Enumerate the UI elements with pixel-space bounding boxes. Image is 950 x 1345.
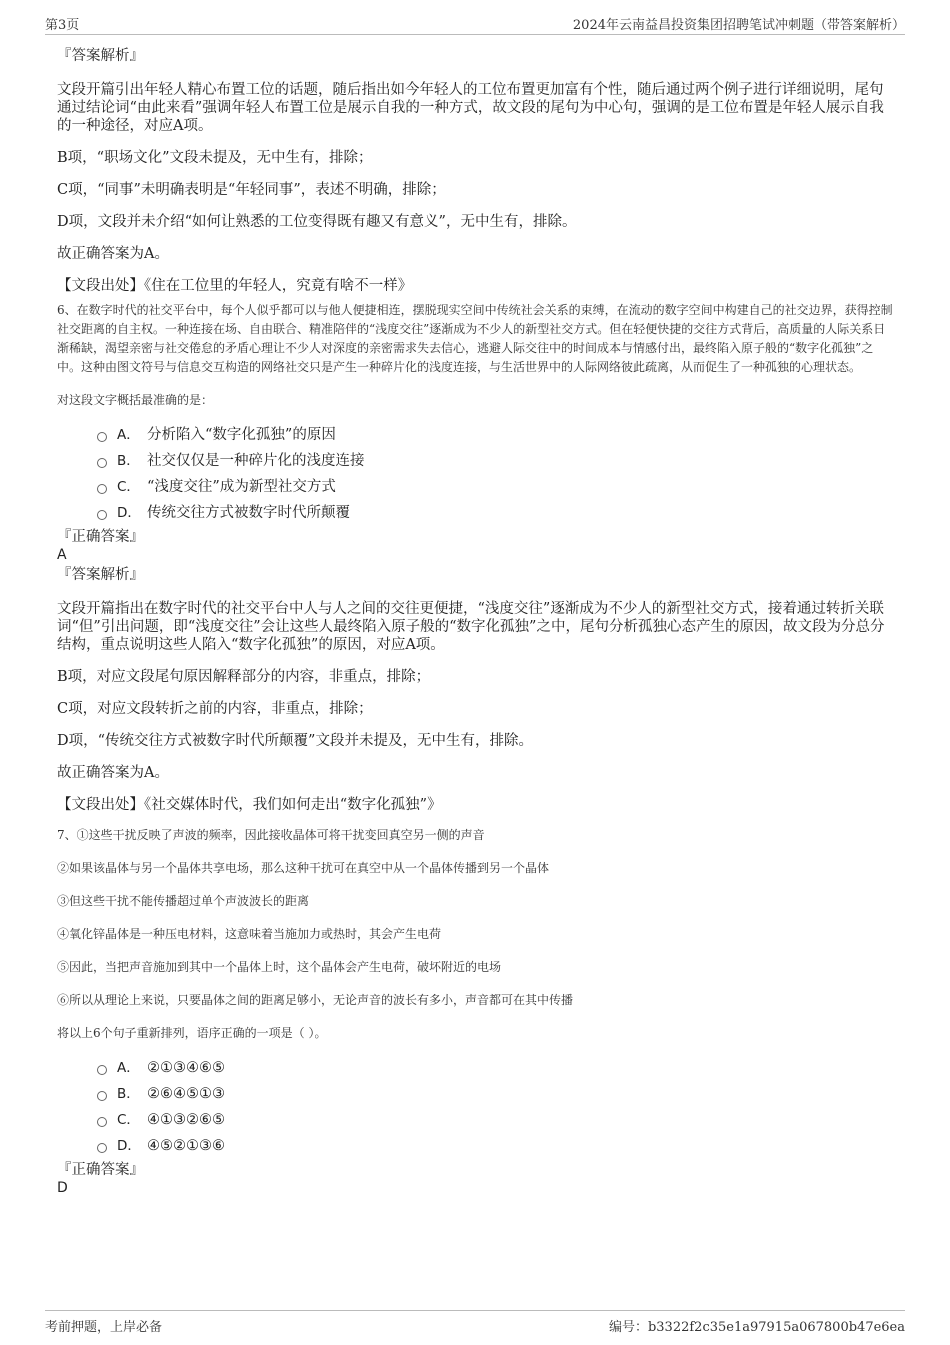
q6-options: [57, 422, 895, 526]
page-number: 第3页: [45, 18, 80, 33]
q6-answer-label: 『正确答案』: [57, 529, 144, 545]
q7-sentence-1: 7、①这些干扰反映了声波的频率，因此接收晶体可将干扰变回真空另一侧的声音: [57, 828, 485, 842]
radio-icon[interactable]: [97, 510, 107, 520]
q6-option-b[interactable]: B． 社交仅仅是一种碎片化的浅度连接: [97, 448, 895, 474]
page-header: [45, 14, 905, 35]
q6-conclusion: 故正确答案为A。: [57, 765, 169, 781]
q6-answer: A: [57, 547, 67, 563]
q5-option-b-analysis: B项，“职场文化”文段未提及，无中生有，排除；: [57, 150, 373, 166]
q6-option-c[interactable]: C． “浅度交往”成为新型社交方式: [97, 474, 895, 500]
radio-icon[interactable]: [97, 484, 107, 494]
q7-option-b[interactable]: B． ②⑥④⑤①③: [97, 1081, 895, 1107]
q6-stem: 6、在数字时代的社交平台中，每个人似乎都可以与他人便捷相连，摆脱现实空间中传统社会关系的束缚，在流动的数字空间中构建自己的社交边界，获得控制社交距离的自主权。一种连接在场、自由联合、精准陪伴的“浅度交往”逐渐成为不少人的新型社交方式。但在轻便快捷的交往方式背后，高质量的人际关系日渐稀缺，渴望亲密与社交倦怠的矛盾心理让不少人对深度的亲密需求失去信心，逃避人际交往中的时间成本与情感付出，最终陷入原子般的“数字化孤独”之中。这种由图文符号与信息交互构造的网络社交只是产生一种碎片化的浅度连接，与生活世界中的人际网络彼此疏离，从而促生了一种孤独的心理状态。: [57, 303, 893, 374]
q6-analysis-label: 『答案解析』: [57, 567, 144, 583]
q7-prompt: 将以上6个句子重新排列，语序正确的一项是（ ）。: [57, 1026, 327, 1040]
q6-analysis-text: 文段开篇指出在数字时代的社交平台中人与人之间的交往更便捷，“浅度交往”逐渐成为不少人的新型社交方式，接着通过转折关联词“但”引出问题，即“浅度交往”会让这些人最终陷入原子般的“数字化孤独”之中，尾句分析孤独心态产生的原因，故文段为分总分结构，重点说明这些人陷入“数字化孤独”的原因，对应A项。: [57, 601, 885, 653]
q6-source: 【文段出处】《社交媒体时代，我们如何走出“数字化孤独”》: [57, 797, 442, 813]
q7-sentence-3: ③但这些干扰不能传播超过单个声波波长的距离: [57, 894, 310, 908]
radio-icon[interactable]: [97, 458, 107, 468]
radio-icon[interactable]: [97, 432, 107, 442]
q7-sentence-2: ②如果该晶体与另一个晶体共享电场，那么这种干扰可在真空中从一个晶体传播到另一个晶体: [57, 861, 550, 875]
q7-answer-label: 『正确答案』: [57, 1162, 144, 1178]
q7-option-a[interactable]: A． ②①③④⑥⑤: [97, 1055, 895, 1081]
q6-option-d-analysis: D项，“传统交往方式被数字时代所颠覆”文段并未提及，无中生有，排除。: [57, 733, 533, 749]
q5-source: 【文段出处】《住在工位里的年轻人，究竟有啥不一样》: [57, 278, 413, 294]
q7-answer: D: [57, 1180, 68, 1196]
q7-sentence-5: ⑤因此，当把声音施加到其中一个晶体上时，这个晶体会产生电荷，破坏附近的电场: [57, 960, 502, 974]
radio-icon[interactable]: [97, 1065, 107, 1075]
q5-analysis-text: 文段开篇引出年轻人精心布置工位的话题，随后指出如今年轻人的工位布置更加富有个性，随后通过两个例子进行详细说明，尾句通过结论词“由此来看”强调年轻人布置工位是展示自我的一种方式，故文段的尾句为中心句，强调的是工位布置是年轻人展示自我的一种途径，对应A项。: [57, 82, 884, 134]
document-id: 编号：b3322f2c35e1a97915a067800b47e6ea: [608, 1320, 905, 1335]
q7-sentence-4: ④氧化锌晶体是一种压电材料，这意味着当施加力或热时，其会产生电荷: [57, 927, 442, 941]
q6-option-d[interactable]: D． 传统交往方式被数字时代所颠覆: [97, 500, 895, 526]
q7-option-d[interactable]: D． ④⑤②①③⑥: [97, 1133, 895, 1159]
q7-sentence-6: ⑥所以从理论上来说，只要晶体之间的距离足够小，无论声音的波长有多小，声音都可在其中传播: [57, 993, 574, 1007]
q5-option-d-analysis: D项，文段并未介绍“如何让熟悉的工位变得既有趣又有意义”，无中生有，排除。: [57, 214, 577, 230]
q5-analysis-label: 『答案解析』: [57, 48, 144, 64]
q5-option-c-analysis: C项，“同事”未明确表明是“年轻同事”，表述不明确，排除；: [57, 182, 446, 198]
radio-icon[interactable]: [97, 1091, 107, 1101]
q5-conclusion: 故正确答案为A。: [57, 246, 169, 262]
q6-prompt: 对这段文字概括最准确的是：: [57, 393, 214, 407]
q6-option-b-analysis: B项，对应文段尾句原因解释部分的内容，非重点，排除；: [57, 669, 431, 685]
q7-options: [57, 1055, 895, 1159]
radio-icon[interactable]: [97, 1117, 107, 1127]
document-title: 2024年云南益昌投资集团招聘笔试冲刺题（带答案解析）: [572, 18, 905, 33]
footer-slogan: 考前押题，上岸必备: [45, 1320, 163, 1335]
q6-option-c-analysis: C项，对应文段转折之前的内容，非重点，排除；: [57, 701, 373, 717]
page-content: [57, 47, 895, 1197]
page-footer: [45, 1310, 905, 1335]
radio-icon[interactable]: [97, 1143, 107, 1153]
q6-option-a[interactable]: A． 分析陷入“数字化孤独”的原因: [97, 422, 895, 448]
q7-option-c[interactable]: C． ④①③②⑥⑤: [97, 1107, 895, 1133]
